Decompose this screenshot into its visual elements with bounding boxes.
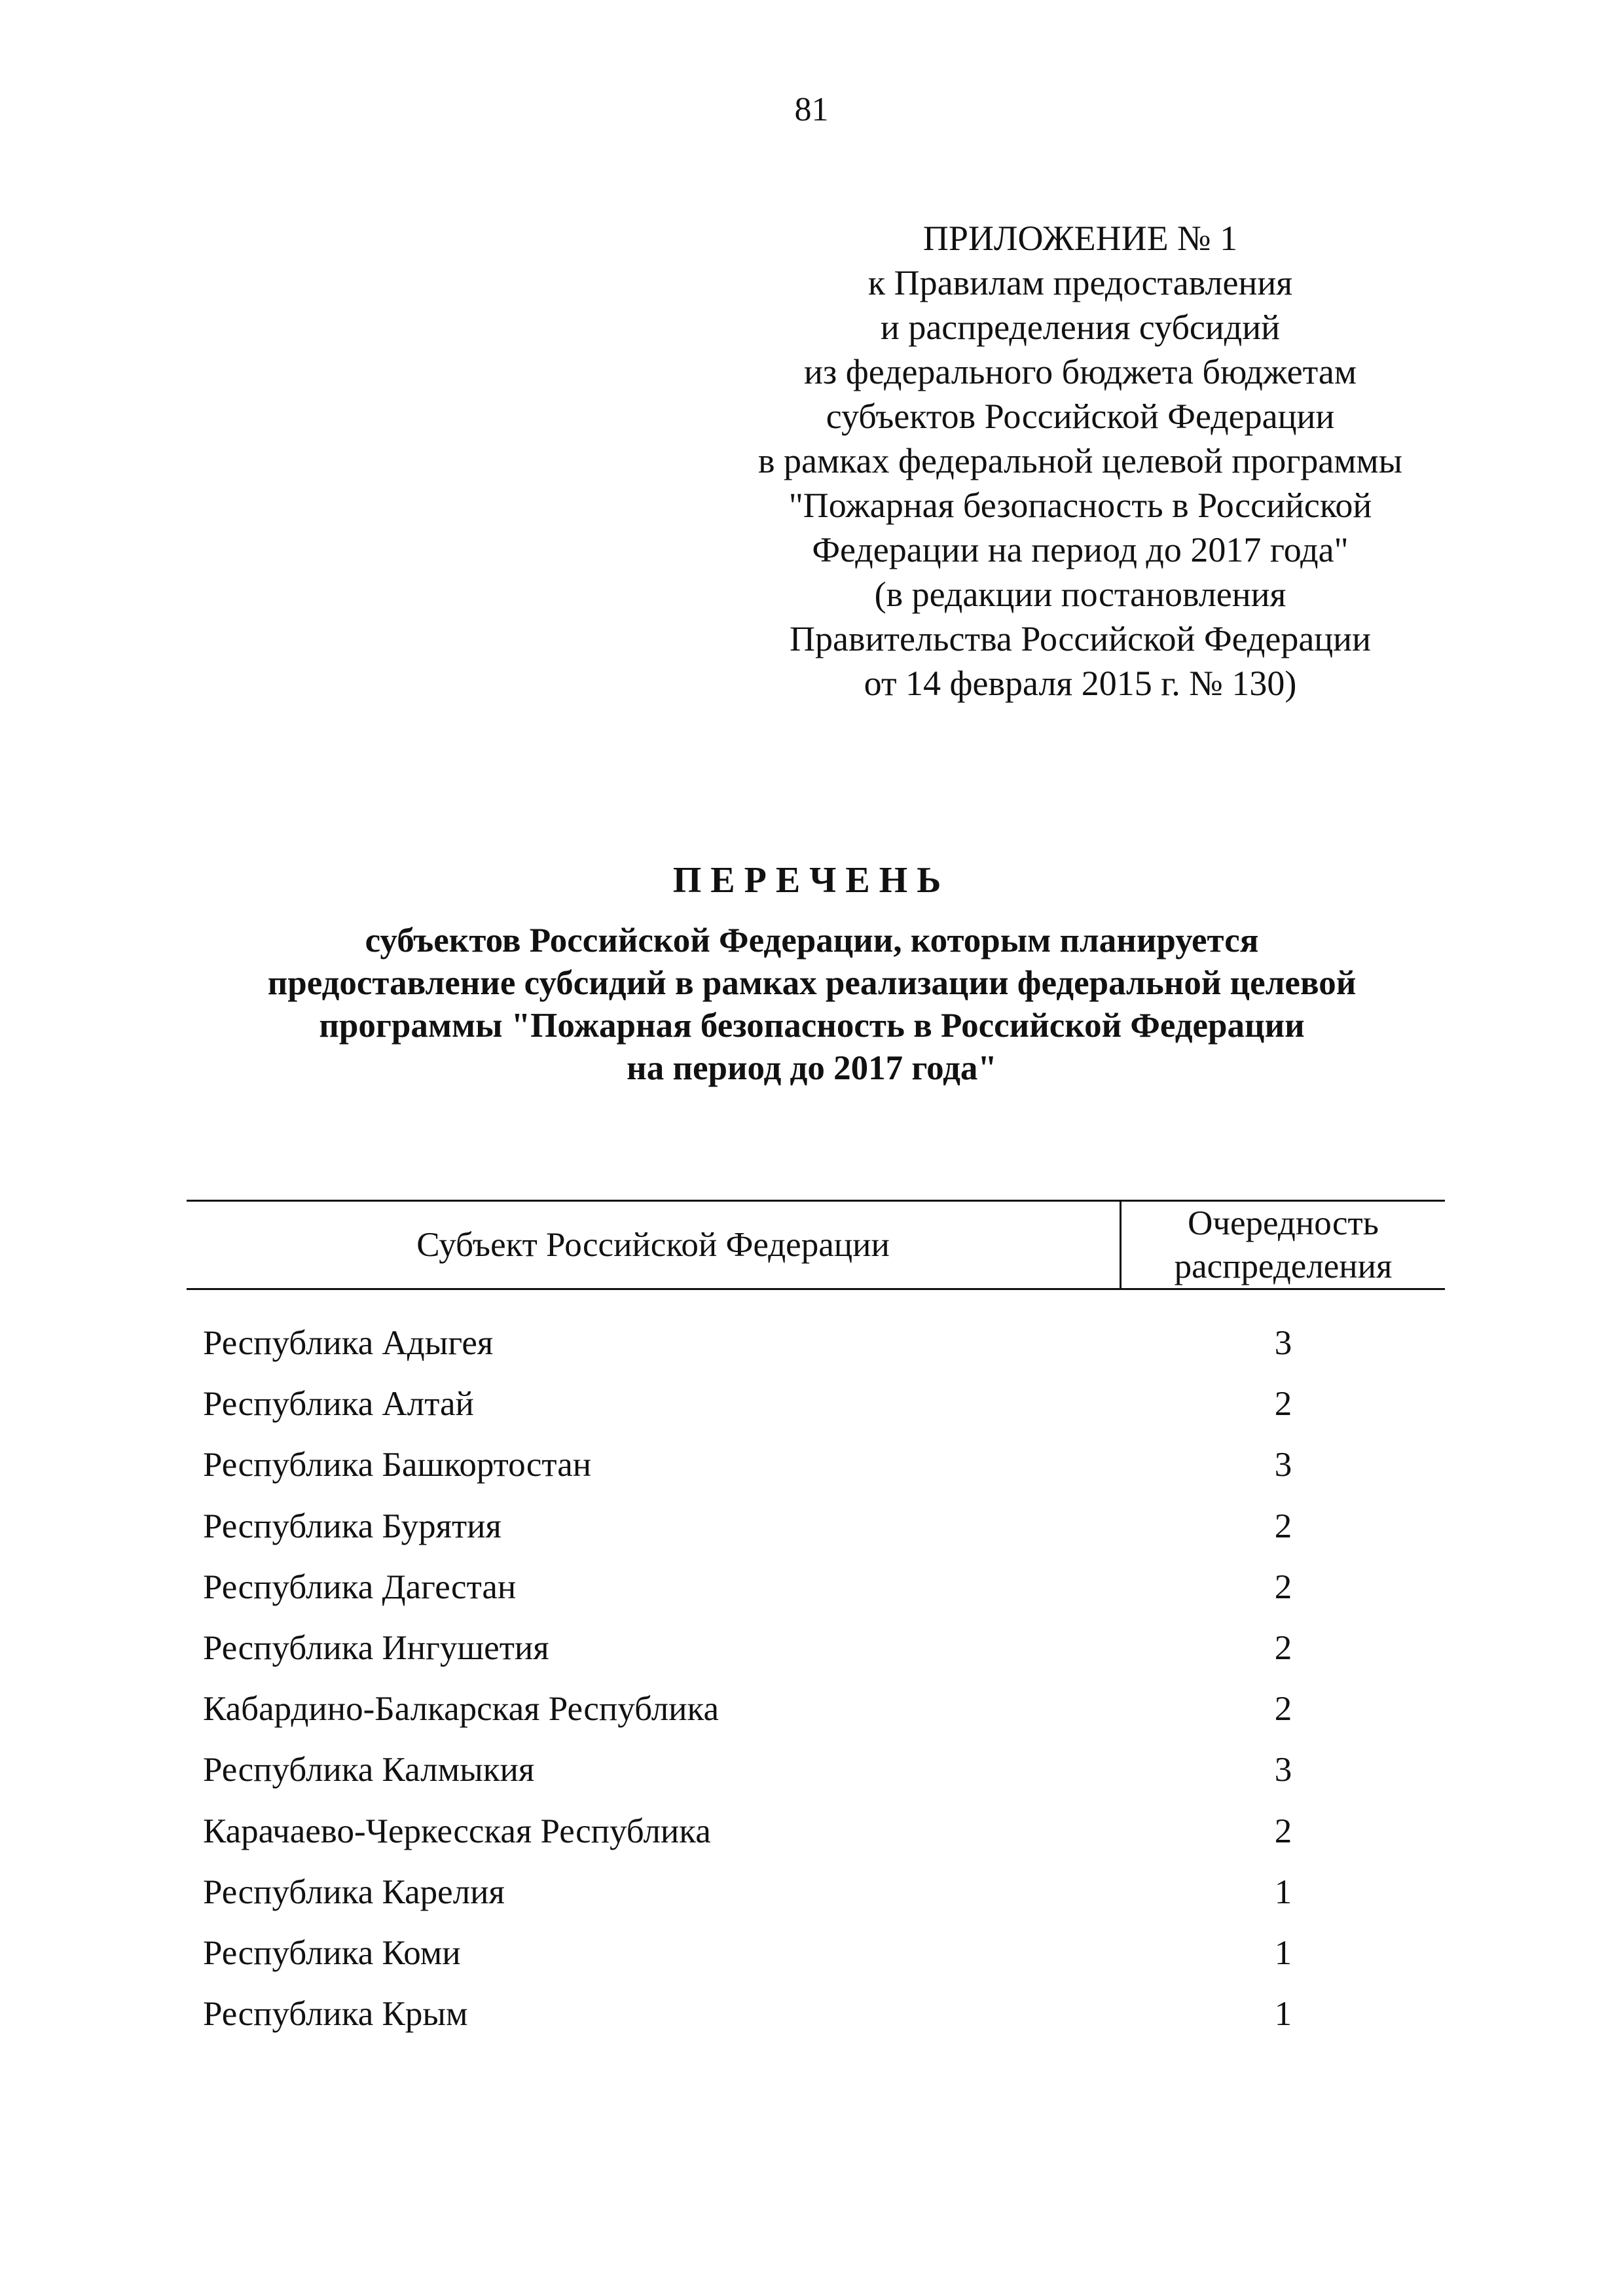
appendix-block — [655, 216, 1506, 706]
table-row — [0, 1926, 1623, 1986]
table-row — [0, 1376, 1623, 1437]
column-header-subject: Субъект Российской Федерации — [187, 1202, 1122, 1288]
subtitle-line: программы "Пожарная безопасность в Российской Федерации — [319, 1007, 1305, 1045]
appendix-line: Правительства Российской Федерации — [790, 619, 1371, 658]
table-row — [0, 1681, 1623, 1742]
appendix-line: из федерального бюджета бюджетам — [804, 352, 1357, 391]
list-subtitle — [151, 920, 1473, 1090]
order-value: 2 — [1274, 1507, 1292, 1545]
order-value: 2 — [1274, 1568, 1292, 1606]
order-value: 2 — [1274, 1690, 1292, 1729]
table-row — [0, 1499, 1623, 1560]
table-header — [187, 1200, 1445, 1290]
order-value: 3 — [1274, 1751, 1292, 1789]
appendix-line: субъектов Российской Федерации — [826, 397, 1335, 436]
appendix-line: к Правилам предоставления — [867, 263, 1293, 302]
table-row — [0, 1865, 1623, 1926]
order-value: 2 — [1274, 1628, 1292, 1667]
order-value: 1 — [1274, 1995, 1292, 2034]
subtitle-line: предоставление субсидий в рамках реализации федеральной целевой — [267, 964, 1357, 1002]
order-value: 1 — [1274, 1933, 1292, 1972]
appendix-line: от 14 февраля 2015 г. № 130) — [864, 664, 1297, 703]
table-body — [0, 1316, 1623, 2047]
order-value: 1 — [1274, 1873, 1292, 1911]
subject-name: Республика Ингушетия — [203, 1628, 549, 1667]
column-header-order-line: Очередность — [1188, 1204, 1379, 1242]
table-row — [0, 1742, 1623, 1803]
subject-name: Республика Калмыкия — [203, 1751, 535, 1789]
table-row — [0, 1804, 1623, 1865]
appendix-line: (в редакции постановления — [874, 575, 1286, 614]
appendix-line: в рамках федеральной целевой программы — [758, 441, 1402, 480]
order-value: 2 — [1274, 1385, 1292, 1424]
appendix-line: ПРИЛОЖЕНИЕ № 1 — [922, 219, 1238, 258]
subject-name: Республика Башкортостан — [203, 1446, 592, 1484]
table-row — [0, 1560, 1623, 1621]
subject-name: Республика Карелия — [203, 1873, 505, 1911]
subject-name: Карачаево-Черкесская Республика — [203, 1812, 711, 1850]
subject-name: Кабардино-Балкарская Республика — [203, 1690, 720, 1729]
subject-name: Республика Коми — [203, 1933, 461, 1972]
appendix-line: "Пожарная безопасность в Российской — [788, 486, 1372, 525]
page-number: 81 — [794, 91, 829, 128]
subject-name: Республика Крым — [203, 1995, 468, 2034]
table-row — [0, 1621, 1623, 1681]
subject-name: Республика Алтай — [203, 1385, 474, 1424]
table-row — [0, 1437, 1623, 1498]
subject-name: Республика Дагестан — [203, 1568, 517, 1606]
column-header-order — [1122, 1202, 1445, 1288]
subtitle-line: субъектов Российской Федерации, которым планируется — [365, 922, 1259, 960]
order-value: 3 — [1274, 1324, 1292, 1362]
order-value: 2 — [1274, 1812, 1292, 1850]
table-row — [0, 1316, 1623, 1376]
table-row — [0, 1986, 1623, 2047]
appendix-line: Федерации на период до 2017 года" — [812, 530, 1349, 569]
list-title: ПЕРЕЧЕНЬ — [672, 860, 951, 901]
subject-name: Республика Бурятия — [203, 1507, 501, 1545]
order-value: 3 — [1274, 1446, 1292, 1484]
appendix-line: и распределения субсидий — [880, 308, 1281, 347]
subject-name: Республика Адыгея — [203, 1324, 494, 1362]
subtitle-line: на период до 2017 года" — [627, 1049, 997, 1087]
column-header-order-line: распределения — [1174, 1247, 1393, 1285]
